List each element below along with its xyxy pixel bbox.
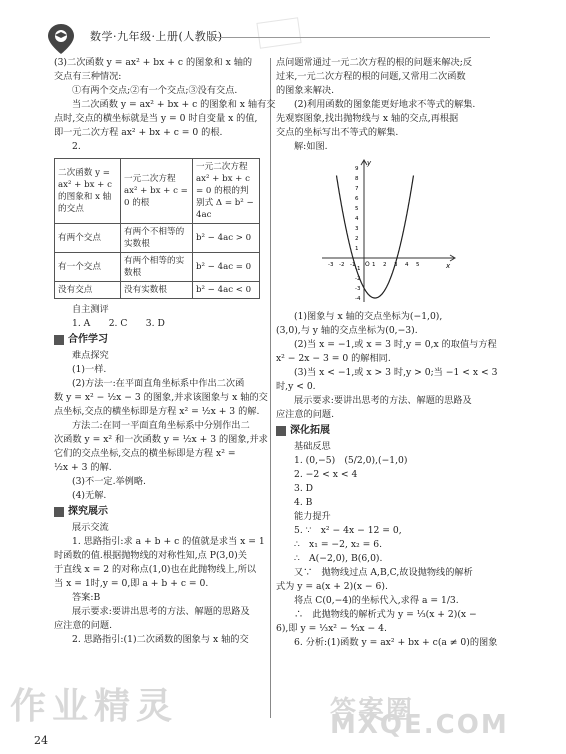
header-rule (212, 37, 490, 38)
origin-label: O (365, 261, 370, 268)
x-tick-label: -2 (339, 262, 345, 268)
y-tick-label: 4 (355, 216, 359, 222)
text-line: 展示交流 (72, 522, 109, 533)
text-line: 难点探究 (72, 350, 109, 361)
table-header-cell: 一元二次方程 ax² + bx + c = 0 的根的判别式 Δ = b² − 4ac (193, 159, 260, 224)
text-line: 它们的交点坐标,交点的横坐标即是方程 x² = (54, 448, 236, 459)
text-line: 6. 分析:(1)函数 y = ax² + bx + c(a ≠ 0)的图象 (294, 637, 498, 648)
text-line: 展示要求:要讲出思考的方法、解题的思路及 (294, 395, 472, 406)
text-line: 点问题常通过一元二次方程的根的问题来解决;反 (276, 57, 473, 68)
text-line: 1. 思路指引:求 a + b + c 的值就是求当 x = 1 (72, 536, 265, 547)
text-line: 基础反思 (294, 441, 331, 452)
text-line: 将点 C(0,−4)的坐标代入,求得 a = 1/3. (294, 595, 459, 606)
text-line: 点时,交点的横坐标就是当 y = 0 时自变量 x 的值, (54, 113, 258, 124)
text-line: 自主测评 (72, 304, 109, 315)
page-header (0, 0, 566, 52)
x-tick-label: -1 (350, 262, 356, 268)
section-title: 探究展示 (68, 506, 108, 517)
text-line: 点坐标,交点的横坐标即是方程 x² = ½x + 3 的解. (54, 406, 260, 417)
y-tick-label: -3 (355, 286, 361, 292)
text-line: 3. D (294, 483, 314, 494)
text-line: 次函数 y = x² 和一次函数 y = ½x + 3 的图象,并求 (54, 434, 268, 445)
text-line: ½x + 3 的解. (54, 462, 112, 473)
text-line: ∴ A(−2,0), B(6,0). (294, 553, 383, 564)
text-line: (2)当 x = −1,或 x = 3 时,y = 0,x 的取值与方程 (294, 339, 497, 350)
table-row (55, 282, 260, 299)
watermark-left: 作业精灵 (10, 686, 179, 727)
x-tick-label: 2 (383, 262, 387, 268)
page-number: 24 (34, 734, 48, 747)
text-line: 4. B (294, 497, 313, 508)
right-column (276, 56, 500, 650)
text-line: 式为 y = a(x + 2)(x − 6). (276, 581, 388, 592)
table-cell: 有两个不相等的实数根 (121, 224, 193, 253)
y-tick-label: 3 (355, 226, 359, 232)
table-cell: b² − 4ac > 0 (193, 224, 260, 253)
graph-svg (318, 156, 458, 306)
left-column (54, 56, 276, 647)
text-line: 2. (72, 141, 81, 152)
school-logo-icon (42, 20, 80, 56)
text-line: ∴ 此抛物线的解析式为 y = ⅓(x + 2)(x − (294, 609, 477, 620)
watermark-right: 答案圈 MXQE.COM (330, 696, 509, 740)
parabola-graph (318, 156, 458, 306)
table-header-cell: 一元二次方程 ax² + bx + c = 0 的根 (121, 159, 193, 224)
text-line: ①有两个交点;②有一个交点;③没有交点. (72, 85, 238, 96)
text-line: 时,y < 0. (276, 381, 316, 392)
x-axis-label: x (446, 262, 451, 270)
text-line: 1. A 2. C 3. D (72, 318, 165, 329)
text-line: (3,0),与 y 轴的交点坐标为(0,−3). (276, 325, 418, 336)
y-axis-label: y (367, 159, 372, 167)
text-line: (3)不一定.举例略. (72, 476, 146, 487)
header-title: 数学·九年级·上册(人教版) (90, 30, 223, 43)
text-line: (3)二次函数 y = ax² + bx + c 的图象和 x 轴的 (54, 57, 253, 68)
y-tick-label: 7 (355, 186, 359, 192)
table-row (55, 253, 260, 282)
text-line: 1. (0,−5) (5/2,0),(−1,0) (294, 455, 408, 466)
table-cell: 没有交点 (55, 282, 121, 299)
text-line: ∴ x₁ = −2, x₂ = 6. (294, 539, 382, 550)
text-line: 过来,一元二次方程的根的问题,又常用二次函数 (276, 71, 466, 82)
text-line: 交点的坐标写出不等式的解集. (276, 127, 399, 138)
section-marker-icon (54, 335, 64, 345)
text-line: 当 x = 1时,y = 0,即 a + b + c = 0. (54, 578, 209, 589)
text-line: (4)无解. (72, 490, 107, 501)
section-title: 深化拓展 (290, 425, 330, 436)
text-line: 当二次函数 y = ax² + bx + c 的图象和 x 轴有交 (72, 99, 276, 110)
x-tick-label: -3 (328, 262, 334, 268)
text-line: 又∵ 抛物线过点 A,B,C,故设抛物线的解析 (294, 567, 473, 578)
text-line: 于直线 x = 2 的对称点(1,0)也在此抛物线上,所以 (54, 564, 257, 575)
parabola-curve (337, 176, 414, 299)
text-line: 先观察图象,找出抛物线与 x 轴的交点,再根据 (276, 113, 459, 124)
x-tick-label: 4 (405, 262, 409, 268)
text-line: 应注意的问题. (54, 620, 113, 631)
text-line: 解:如图. (294, 141, 328, 152)
text-line: 交点有三种情况: (54, 71, 122, 82)
text-line: 6),即 y = ⅓x² − ⁴⁄₃x − 4. (276, 623, 387, 634)
table-header-row (55, 159, 260, 224)
y-tick-label: 1 (355, 246, 359, 252)
text-line: 能力提升 (294, 511, 331, 522)
section-heading-cooperative (54, 333, 266, 347)
table-cell: 有一个交点 (55, 253, 121, 282)
table-row (55, 224, 260, 253)
text-line: 2. 思路指引:(1)二次函数的图象与 x 轴的交 (72, 634, 249, 645)
y-tick-label: 9 (355, 166, 359, 172)
text-line: 5. ∵ x² − 4x − 12 = 0, (294, 525, 402, 536)
roots-table (54, 158, 260, 299)
text-line: x² − 2x − 3 = 0 的解相同. (276, 353, 391, 364)
text-line: (2)方法一:在平面直角坐标系中作出二次函 (72, 378, 245, 389)
table-header-cell: 二次函数 y = ax² + bx + c 的图象和 x 轴的交点 (55, 159, 121, 224)
text-line: (3)当 x < −1,或 x > 3 时,y > 0;当 −1 < x < 3 (294, 367, 498, 378)
text-line: 方法二:在同一平面直角坐标系中分别作出二 (72, 420, 250, 431)
x-tick-label: 1 (372, 262, 376, 268)
section-heading-explore (54, 505, 266, 519)
table-cell: 有两个交点 (55, 224, 121, 253)
stamp-mark (256, 17, 301, 49)
y-tick-label: 8 (355, 176, 359, 182)
y-tick-label: -2 (355, 276, 361, 282)
table-cell: 有两个相等的实数根 (121, 253, 193, 282)
text-line: 数 y = x² − ½x − 3 的图象,并求该图象与 x 轴的交 (54, 392, 268, 403)
text-line: (1)图象与 x 轴的交点坐标为(−1,0), (294, 311, 443, 322)
table-cell: 没有实数根 (121, 282, 193, 299)
y-tick-label: 2 (355, 236, 359, 242)
text-line: 的图象来解决. (276, 85, 335, 96)
text-line: (2)利用函数的图象能更好地求不等式的解集. (294, 99, 476, 110)
text-line: 2. −2 < x < 4 (294, 469, 358, 480)
y-tick-label: -1 (355, 266, 361, 272)
section-marker-icon (276, 426, 286, 436)
y-tick-label: 6 (355, 196, 359, 202)
section-title: 合作学习 (68, 334, 108, 345)
y-tick-label: 5 (355, 206, 359, 212)
text-line: 时函数的值.根据抛物线的对称性知,点 P(3,0)关 (54, 550, 247, 561)
table-cell: b² − 4ac < 0 (193, 282, 260, 299)
text-line: 展示要求:要讲出思考的方法、解题的思路及 (72, 606, 250, 617)
x-tick-label: 5 (416, 262, 420, 268)
x-tick-label: 3 (394, 262, 398, 268)
column-divider (270, 58, 271, 718)
text-line: 答案:B (72, 592, 101, 603)
text-line: 应注意的问题. (276, 409, 335, 420)
table-cell: b² − 4ac = 0 (193, 253, 260, 282)
section-marker-icon (54, 507, 64, 517)
text-line: (1)一样. (72, 364, 107, 375)
text-line: 即一元二次方程 ax² + bx + c = 0 的根. (54, 127, 223, 138)
left-text-block-1 (54, 56, 276, 154)
section-heading-deepen (276, 424, 500, 438)
y-tick-label: -4 (355, 296, 361, 302)
